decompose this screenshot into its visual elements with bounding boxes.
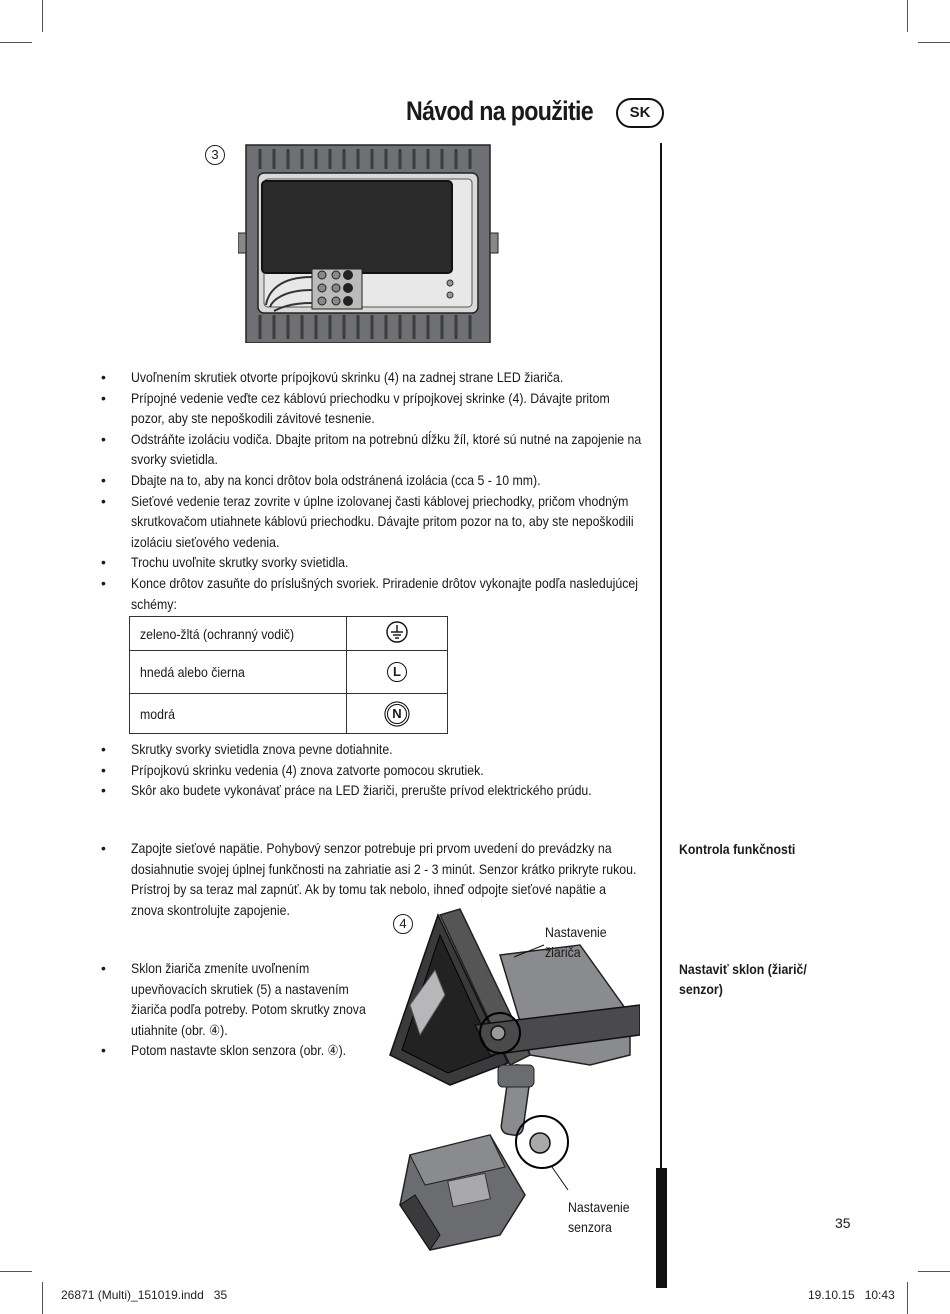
junction-box-illustration (238, 143, 500, 343)
crop-mark (907, 1282, 908, 1314)
callout-sensor-adjustment: Nastavenie senzora (568, 1199, 630, 1235)
list-item: • Konce drôtov zasuňte do príslušných svoriek. Priradenie drôtov vykonajte podľa nasledujúcej schémy: (101, 573, 646, 614)
page-number: 35 (835, 1215, 851, 1231)
section-heading-tilt-adjustment: Nastaviť sklon (žiarič/ senzor) (679, 961, 807, 997)
section-heading-function-check: Kontrola funkčnosti (679, 841, 796, 857)
column-divider (660, 143, 662, 1168)
neutral-symbol-icon: N (387, 704, 407, 724)
list-item: • Sklon žiariča zmeníte uvoľnením upevňovacích skrutiek (5) a nastavením žiariča podľa potreby. Potom skrutky znova utiahnite (obr. ④). (101, 958, 401, 1040)
list-item: • Dbajte na to, aby na konci drôtov bola odstránená izolácia (cca 5 - 10 mm). (101, 470, 646, 491)
list-item: • Potom nastavte sklon senzora (obr. ④). (101, 1040, 401, 1061)
installation-steps (101, 367, 646, 614)
footer-file-info: 26871 (Multi)_151019.indd 35 (61, 1288, 228, 1302)
page-title: Návod na použitie (406, 96, 593, 126)
crop-mark (0, 1271, 32, 1272)
wire-assignment-table (129, 616, 448, 734)
list-item: • Prípojné vedenie veďte cez káblovú priechodku v prípojkovej skrinke (4). Dávajte pritom pozor, aby ste nepoškodili závitové tesnenie. (101, 388, 646, 429)
footer-timestamp: 19.10.15 10:43 (808, 1288, 895, 1302)
live-symbol-icon: L (387, 662, 407, 682)
wire-color: zeleno-žltá (ochranný vodič) (130, 617, 347, 651)
table-row (130, 651, 448, 694)
crop-mark (42, 0, 43, 32)
table-row (130, 694, 448, 734)
crop-mark (42, 1282, 43, 1314)
list-item: • Sieťové vedenie teraz zovrite v úplne izolovanej časti káblovej priechodky, pričom vhodným skrutkovačom utiahnete káblovú priechodku. Dávajte pritom pozor na to, aby ste nepoškodili izoláciu sieťového vedenia. (101, 491, 646, 553)
list-item: • Prípojkovú skrinku vedenia (4) znova zatvorte pomocou skrutiek. (101, 760, 646, 781)
column-divider-thick (656, 1168, 667, 1288)
list-item: • Zapojte sieťové napätie. Pohybový senzor potrebuje pri prvom uvedení do prevádzky na dosiahnutie svojej úplnej funkčnosti na zahriatie asi 2 - 3 minút. Senzor krátko prikryte rukou. Prístroj by sa teraz mal zapnúť. Ak by tomu tak nebolo, ihneď odpojte sieťové napätie a znova skontrolujte zapojenie. (101, 838, 646, 920)
ground-symbol-icon (347, 617, 448, 651)
installation-steps-continued (101, 739, 646, 801)
language-badge: SK (616, 98, 664, 128)
list-item: • Odstráňte izoláciu vodiča. Dbajte pritom na potrebnú dĺžku žíl, ktoré sú nutné na zapojenie na svorky svietidla. (101, 429, 646, 470)
crop-mark (907, 0, 908, 32)
wire-color: modrá (130, 694, 347, 734)
crop-mark (918, 1271, 950, 1272)
crop-mark (0, 42, 32, 43)
list-item: • Uvoľnením skrutiek otvorte prípojkovú skrinku (4) na zadnej strane LED žiariča. (101, 367, 646, 388)
tilt-adjustment-steps (101, 958, 401, 1061)
figure-number: 4 (393, 914, 413, 934)
list-item: • Trochu uvoľnite skrutky svorky svietidla. (101, 552, 646, 573)
callout-luminaire-adjustment: Nastavenie žiariča (545, 924, 607, 960)
list-item: • Skôr ako budete vykonávať práce na LED žiariči, prerušte prívod elektrického prúdu. (101, 780, 646, 801)
wire-color: hnedá alebo čierna (130, 651, 347, 694)
list-item: • Skrutky svorky svietidla znova pevne dotiahnite. (101, 739, 646, 760)
figure-number: 3 (205, 145, 225, 165)
crop-mark (918, 42, 950, 43)
table-row (130, 617, 448, 651)
